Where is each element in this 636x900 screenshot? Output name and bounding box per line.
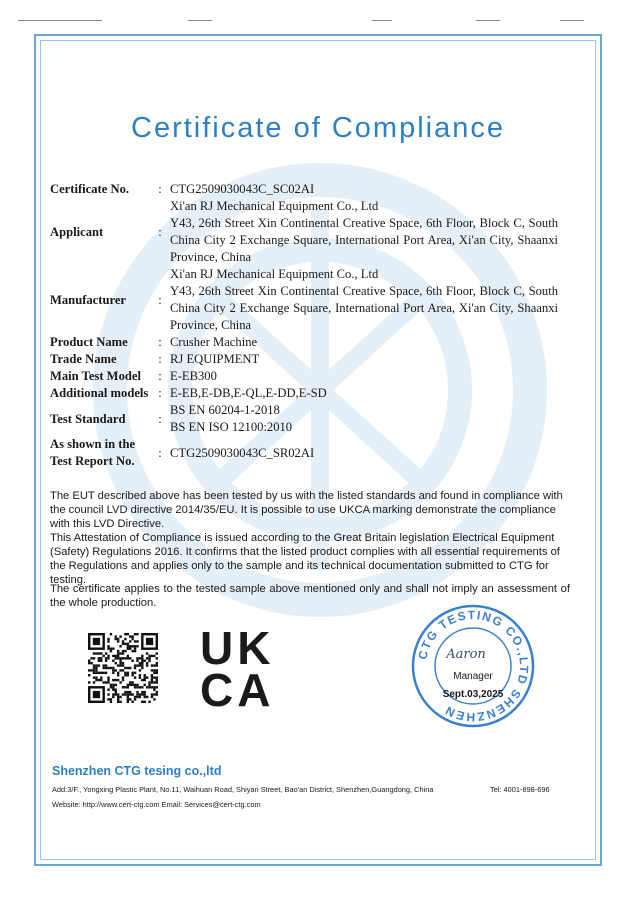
seal-role: Manager <box>453 671 493 682</box>
field-value-line: Crusher Machine <box>170 335 258 349</box>
ukca-mark-line1: UK <box>200 622 275 674</box>
field-row <box>50 402 558 436</box>
field-value-line: RJ EQUIPMENT <box>170 352 260 366</box>
field-label: Trade Name <box>50 352 117 366</box>
field-colon: : <box>158 292 162 307</box>
field-value-line: CTG2509030043C_SC02AI <box>170 182 315 196</box>
field-value-line: Xi'an RJ Mechanical Equipment Co., Ltd <box>170 267 379 281</box>
field-value <box>170 351 558 368</box>
field-value <box>170 266 558 334</box>
field-value <box>170 436 558 470</box>
svg-text:CTG TESTING CO.,LTD SHENZHEN <box>415 608 531 724</box>
field-colon: : <box>158 445 162 460</box>
field-value <box>170 198 558 266</box>
company-seal-stamp <box>410 603 536 729</box>
field-colon: : <box>158 411 162 426</box>
field-value <box>170 368 558 385</box>
field-value-line: E-EB,E-DB,E-QL,E-DD,E-SD <box>170 386 327 400</box>
attestation-statement: This Attestation of Compliance is issued according to the Great Britain legislation Electrical Equipment (Safety) Regulations 2016. It confirms that the listed product complies with all essential requirements of the Regulations and applies only to the sample and its technical documentation submitted to CTG for testing. <box>50 532 560 586</box>
field-label: Main Test Model <box>50 369 141 383</box>
field-label: Certificate No. <box>50 182 130 196</box>
field-colon: : <box>158 352 162 366</box>
field-value-line: Xi'an RJ Mechanical Equipment Co., Ltd <box>170 199 379 213</box>
field-value-line: CTG2509030043C_SR02AI <box>170 445 315 460</box>
field-colon: : <box>158 182 162 196</box>
field-value <box>170 334 558 351</box>
field-colon: : <box>158 335 162 349</box>
field-label: Product Name <box>50 335 128 349</box>
certificate-fields-table <box>50 181 558 470</box>
field-label: Applicant <box>50 224 104 239</box>
footer-address: Add:3/F., Yongxing Plastic Plant, No.11, Waihuan Road, Shiyan Street, Bao'an District, Shenzhen,Guangdong, China <box>52 785 434 794</box>
field-colon: : <box>158 224 162 239</box>
field-colon: : <box>158 369 162 383</box>
field-row <box>50 334 558 351</box>
field-value-line: Y43, 26th Street Xin Continental Creative Space, 6th Floor, Block C, South China City 2 Exchange Square, International Port Area, Xi'an City, Shaanxi Province, China <box>170 284 558 332</box>
field-row <box>50 181 558 198</box>
scan-tick <box>476 20 500 21</box>
field-row <box>50 368 558 385</box>
field-row <box>50 266 558 334</box>
certificate-title: Certificate of Compliance <box>131 112 505 144</box>
scan-tick <box>188 20 212 21</box>
field-value-line: BS EN ISO 12100:2010 <box>170 420 293 434</box>
field-label: Additional models <box>50 386 149 400</box>
qr-code-icon <box>88 633 158 703</box>
ukca-mark-line2: CA <box>200 664 275 716</box>
scan-tick <box>560 20 584 21</box>
scope-statement: The certificate applies to the tested sample above mentioned only and shall not imply an assessment of the whole production. <box>50 583 570 609</box>
field-value-line: BS EN 60204-1-2018 <box>170 403 280 417</box>
signature: Aaron <box>446 647 486 662</box>
footer-website-email: Website: http://www.cert-ctg.com Email: Services@cert-ctg.com <box>52 800 261 809</box>
scan-tick <box>372 20 392 21</box>
field-label: Test Standard <box>50 411 126 426</box>
field-row <box>50 385 558 402</box>
ukca-mark <box>200 622 292 716</box>
field-label: Manufacturer <box>50 292 127 307</box>
seal-date: Sept.03,2025 <box>442 689 504 700</box>
field-value-line: Y43, 26th Street Xin Continental Creative Space, 6th Floor, Block C, South China City 2 Exchange Square, International Port Area, Xi'an City, Shaanxi Province, China <box>170 216 558 264</box>
field-row <box>50 198 558 266</box>
field-value <box>170 402 558 436</box>
field-label: As shown in the Test Report No. <box>50 437 136 468</box>
field-value <box>170 181 558 198</box>
seal-ring-text: CTG TESTING CO.,LTD SHENZHEN <box>415 607 532 725</box>
footer-company-name: Shenzhen CTG tesing co.,ltd <box>52 764 222 778</box>
field-row <box>50 351 558 368</box>
field-row <box>50 436 558 470</box>
field-value <box>170 385 558 402</box>
scan-tick <box>18 20 102 21</box>
field-colon: : <box>158 386 162 400</box>
field-value-line: E-EB300 <box>170 369 217 383</box>
compliance-statement: The EUT described above has been tested by us with the listed standards and found in compliance with the council LVD directive 2014/35/EU. It is possible to use UKCA marking demonstrate the compliance with this LVD Directive. <box>50 490 563 530</box>
footer-telephone: Tel: 4001-898-696 <box>490 785 550 794</box>
